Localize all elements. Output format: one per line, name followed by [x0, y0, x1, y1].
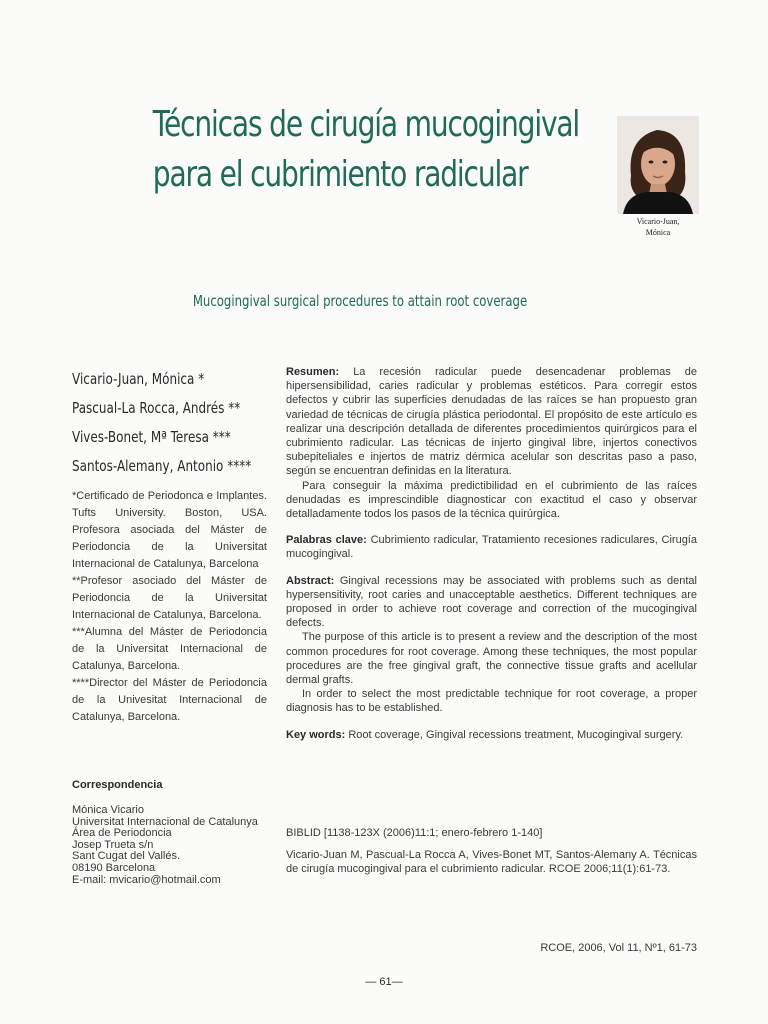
address-line: 08190 Barcelona: [72, 861, 156, 874]
address-line: Universitat Internacional de Catalunya: [72, 815, 258, 828]
key-words-text: Root coverage, Gingival recessions treatment, Mucogingival surgery.: [348, 728, 684, 741]
affiliations: [72, 488, 267, 726]
address-line: Área de Periodoncia: [72, 827, 172, 840]
correspondence-heading: Correspondencia: [72, 779, 163, 791]
author-name: Santos-Alemany, Antonio ****: [72, 457, 252, 475]
photo-caption: [610, 216, 706, 238]
address-line: Mónica Vicario: [72, 804, 144, 816]
author-name: Pascual-La Rocca, Andrés **: [72, 399, 241, 417]
author-name: Vicario-Juan, Mónica *: [72, 370, 205, 388]
journal-reference: RCOE, 2006, Vol 11, Nº1, 61-73: [540, 942, 697, 954]
resumen-paragraph-2: Para conseguir la máxima predictibilidad en el cubrimiento de las raíces denudadas es imprescindible diagnosticar con exactitud el caso y observar detalladamente todos los pasos de la técnica quirúrgica.: [286, 479, 697, 521]
author-list: [72, 365, 251, 481]
resumen-label: Resumen:: [286, 366, 340, 378]
abstract-paragraph-2: The purpose of this article is to present a review and the description of the most common procedures for root coverage. Among these techniques, the most popular procedures are the free gingival graft, the connective tissue grafts and acellular dermal grafts.: [286, 631, 697, 687]
correspondence-address: [72, 805, 258, 886]
author-name: Vives-Bonet, Mª Teresa ***: [72, 428, 231, 446]
abstract-paragraph: [286, 574, 697, 631]
palabras-clave-text: Cubrimiento radicular, Tratamiento recesiones radiculares, Cirugía mucogingival.: [286, 534, 697, 561]
abstract-text: Gingival recessions may be associated with problems such as dental hypersensitivity, root caries and unacceptable aesthetics. Different techniques are proposed in order to achieve root coverage and correction of the mucogingival defects.: [286, 574, 697, 630]
author-photo: [617, 116, 699, 214]
key-words: [286, 728, 697, 742]
article-title: [152, 100, 580, 200]
address-line: Josep Trueta s/n: [72, 838, 154, 851]
resumen-text: La recesión radicular puede desencadenar problemas de hipersensibilidad, caries radicular y problemas estéticos. Para corregir estos defectos y cubrir las superficies denudadas de las raíces se han propuesto gran variedad de técnicas de cirugía plástica periodontal. El propósito de este artículo es realizar una descripción detallada de diferentes procedimientos quirúrgicos para el cubrimiento radicular. Las técnicas de injerto gingival libre, injertos conectivos subepiteliales e injertos de matriz dérmica acelular son descritas paso a paso, según se encuentran definidas en la literatura.: [286, 366, 697, 478]
resumen-paragraph: [286, 365, 697, 479]
caption-line-1: Vicario-Juan,: [636, 217, 680, 226]
abstract-paragraph-3: In order to select the most predictable technique for root coverage, a proper diagnosis has to be established.: [286, 688, 697, 715]
key-words-label: Key words:: [286, 728, 346, 741]
affiliation: *Certificado de Periodonca e Implantes. Tufts University. Boston, USA. Profesora asociada del Máster de Periodoncia de la Universitat Internacional de Catalunya, Barcelona: [72, 490, 267, 570]
english-title: Mucogingival surgical procedures to attain root coverage: [192, 292, 528, 310]
title-line-1: Técnicas de cirugía mucogingival: [152, 104, 580, 145]
palabras-clave-label: Palabras clave:: [286, 534, 367, 547]
palabras-clave: [286, 533, 697, 561]
page-number: — 61—: [365, 976, 403, 988]
affiliation: **Profesor asociado del Máster de Periodoncia de la Universitat Internacional de Catalunya, Barcelona.: [72, 575, 267, 621]
abstract-label: Abstract:: [286, 574, 335, 587]
caption-line-2: Mónica: [645, 228, 671, 237]
portrait-image: [617, 116, 699, 214]
title-line-2: para el cubrimiento radicular: [152, 154, 528, 195]
biblid: BIBLID [1138-123X (2006)11:1; enero-febrero 1-140]: [286, 827, 543, 839]
affiliation: ***Alumna del Máster de Periodoncia de la Universitat Internacional de Catalunya, Barcelona.: [72, 626, 267, 672]
email-line: E-mail: mvicario@hotmail.com: [72, 873, 221, 886]
abstract-column: [286, 365, 697, 742]
affiliation: ****Director del Máster de Periodoncia de la Univesitat Internacional de Catalunya, Barcelona.: [72, 677, 267, 723]
citation: Vicario-Juan M, Pascual-La Rocca A, Vives-Bonet MT, Santos-Alemany A. Técnicas de cirugía mucogingival para el cubrimiento radicular. RCOE 2006;11(1):61-73.: [286, 849, 697, 876]
address-line: Sant Cugat del Vallés.: [72, 850, 181, 863]
